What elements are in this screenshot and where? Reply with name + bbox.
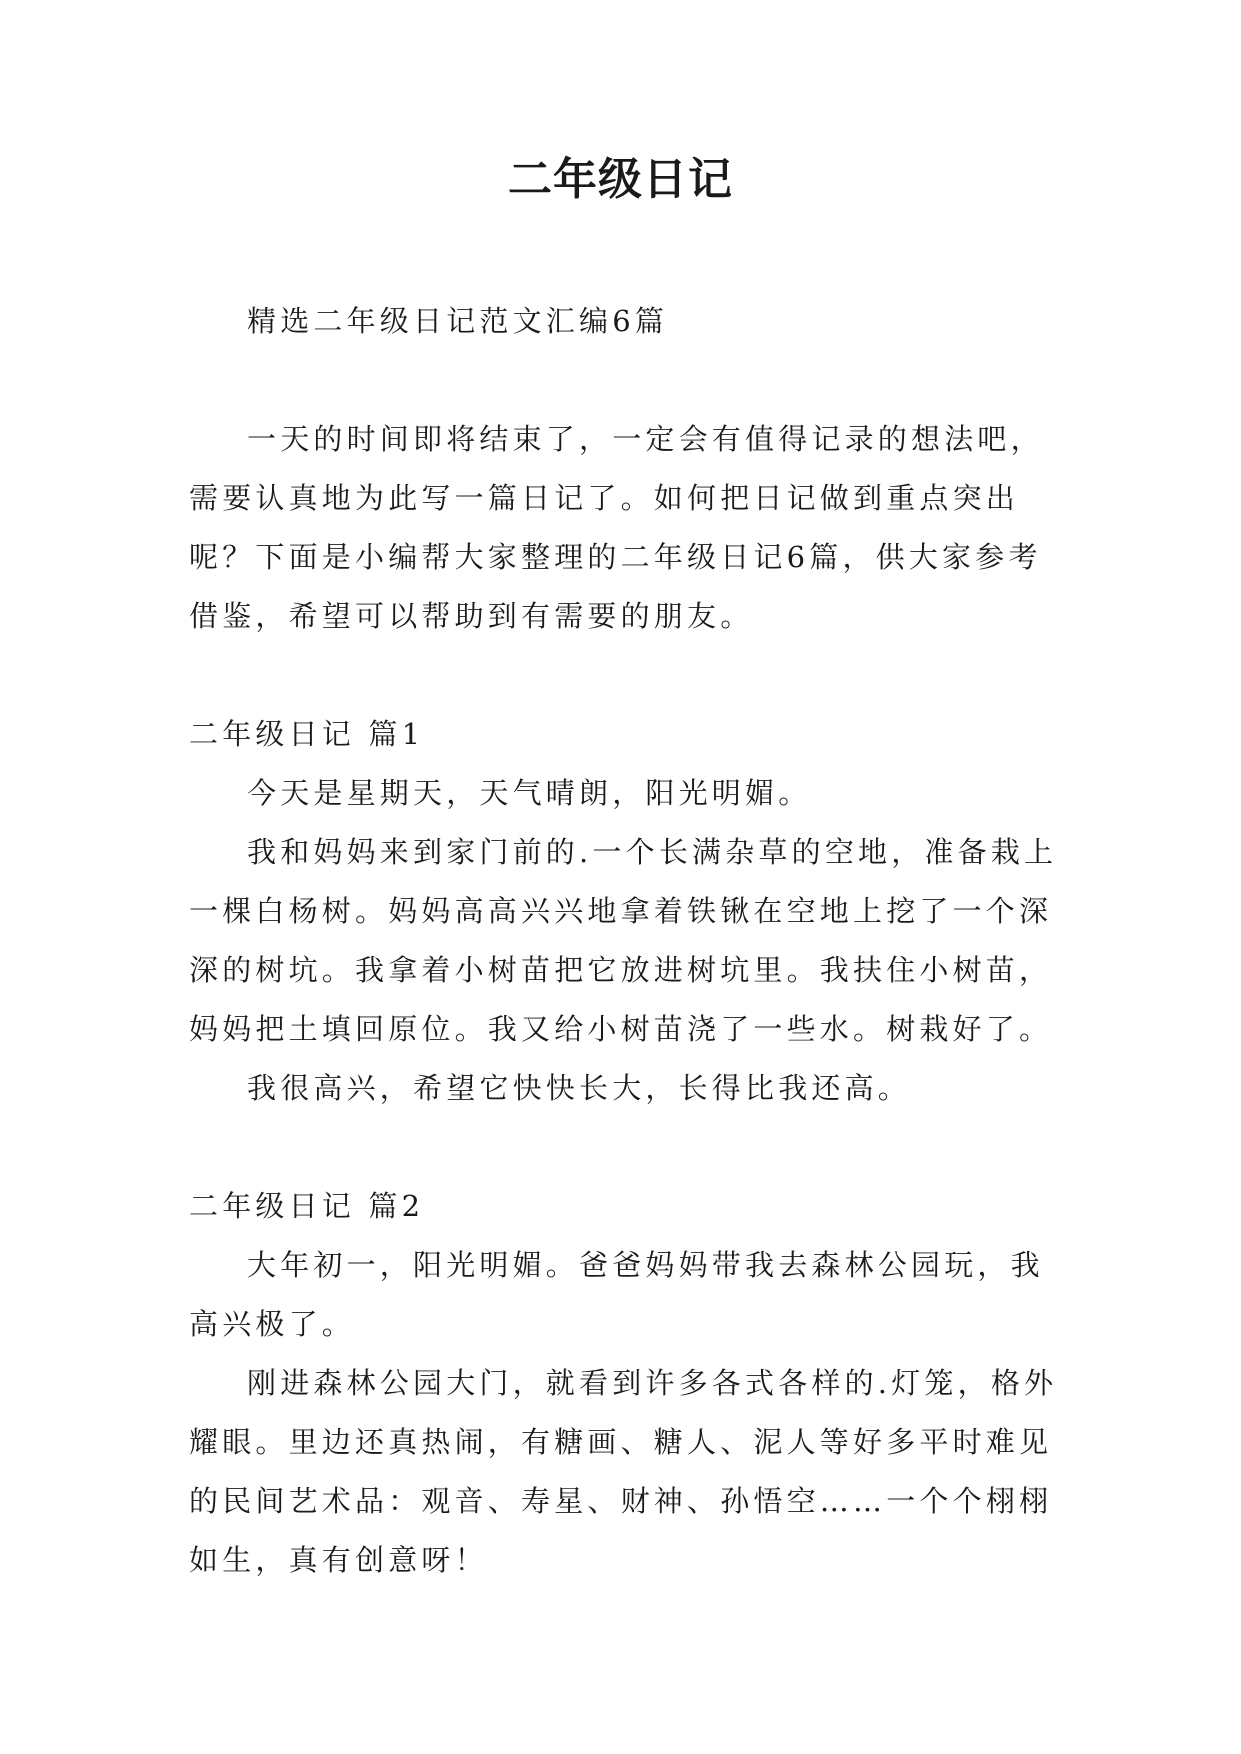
section-paragraph: 我很高兴，希望它快快长大，长得比我还高。 — [247, 1071, 912, 1105]
document-subtitle: 精选二年级日记范文汇编6篇 — [247, 304, 669, 338]
section-heading: 二年级日记 篇1 — [189, 717, 425, 751]
diary-section-1 — [189, 705, 1069, 1118]
spacer — [189, 1118, 1069, 1177]
section-paragraph: 今天是星期天，天气晴朗，阳光明媚。 — [247, 776, 812, 810]
section-paragraph: 大年初一，阳光明媚。爸爸妈妈带我去森林公园玩，我高兴极了。 — [189, 1248, 1044, 1341]
intro-paragraph: 一天的时间即将结束了，一定会有值得记录的想法吧，需要认真地为此写一篇日记了。如何把日记做到重点突出呢？下面是小编帮大家整理的二年级日记6篇，供大家参考借鉴，希望可以帮助到有需要的朋友。 — [189, 422, 1044, 633]
section-heading: 二年级日记 篇2 — [189, 1189, 425, 1223]
section-paragraph: 刚进森林公园大门，就看到许多各式各样的.灯笼，格外耀眼。里边还真热闹，有糖画、糖人、泥人等好多平时难见的民间艺术品：观音、寿星、财神、孙悟空……一个个栩栩如生，真有创意呀！ — [189, 1366, 1058, 1577]
spacer — [189, 351, 1069, 410]
document-title: 二年级日记 — [508, 154, 733, 205]
diary-section-2 — [189, 1177, 1069, 1590]
spacer — [189, 646, 1069, 705]
section-paragraph: 我和妈妈来到家门前的.一个长满杂草的空地，准备栽上一棵白杨树。妈妈高高兴兴地拿着铁锹在空地上挖了一个深深的树坑。我拿着小树苗把它放进树坑里。我扶住小树苗，妈妈把土填回原位。我又给小树苗浇了一些水。树栽好了。 — [189, 835, 1058, 1046]
document-body — [189, 292, 1069, 1590]
